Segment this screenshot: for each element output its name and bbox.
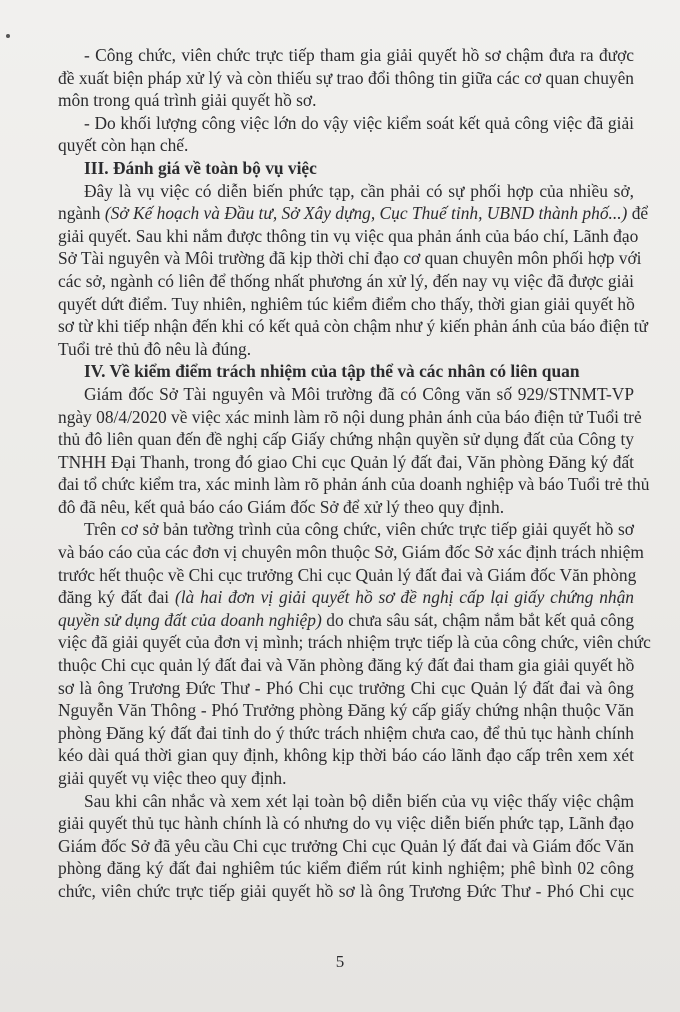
text-line: Trên cơ sở bản tường trình của công chức, viên chức trực tiếp giải quyết hồ sơ	[84, 519, 634, 540]
text-line: Sau khi cân nhắc và xem xét lại toàn bộ diễn biến của vụ việc thấy việc chậm	[84, 790, 634, 811]
text-line: ngày 08/4/2020 về việc xác minh làm rõ nội dung phản ánh của báo điện tử Tuổi trẻ	[58, 406, 642, 427]
text-line: môn trong quá trình giải quyết hồ sơ.	[58, 90, 317, 111]
italic-phrase: quyền sử dụng đất của doanh nghiệp)	[58, 609, 322, 630]
text-line: đăng ký đất đai (là hai đơn vị giải quyết hồ sơ đề nghị cấp lại giấy chứng nhận	[58, 587, 634, 608]
text-line: phòng đăng ký đất đai nghiêm túc kiểm điểm rút kinh nghiệm; phê bình 02 công	[58, 858, 634, 879]
text-line: quyết dứt điểm. Tuy nhiên, nghiêm túc kiểm điểm cho thấy, thời gian giải quyết hồ	[58, 293, 635, 314]
text-line: đô đã nêu, kết quả báo cáo Giám đốc Sở để xử lý theo quy định.	[58, 496, 505, 517]
text-line: Sở Tài nguyên và Môi trường đã kịp thời chỉ đạo cơ quan chuyên môn phối hợp với	[58, 248, 642, 269]
text-line: - Công chức, viên chức trực tiếp tham gia giải quyết hồ sơ chậm đưa ra được	[84, 45, 634, 65]
text-line: thủ đô liên quan đến đề nghị cấp Giấy chứng nhận quyền sử dụng đất của Công ty	[58, 429, 634, 450]
text-line: trước hết thuộc về Chi cục trưởng Chi cục Quản lý đất đai và Giám đốc Văn phòng	[58, 564, 637, 585]
text-line: quyết còn hạn chế.	[58, 135, 189, 156]
body-text	[58, 44, 651, 903]
text-line: Nguyễn Văn Thông - Phó Trưởng phòng Đăng ký cấp giấy chứng nhận thuộc Văn	[58, 700, 634, 721]
text-line: kéo dài quá thời gian quy định, không kịp thời báo cáo lãnh đạo cấp trên xem xét	[58, 745, 634, 766]
text-line: và báo cáo của các đơn vị chuyên môn thuộc Sở, Giám đốc Sở xác định trách nhiệm	[58, 542, 644, 563]
italic-phrase: (Sở Kế hoạch và Đầu tư, Sở Xây dựng, Cục Thuế tỉnh, UBND thành phố...)	[104, 203, 628, 224]
text-line: ngành (Sở Kế hoạch và Đầu tư, Sở Xây dựng, Cục Thuế tỉnh, UBND thành phố...) để	[58, 203, 649, 224]
text-line: giải quyết thủ tục hành chính là có nhưng do vụ việc diễn biến phức tạp, Lãnh đạo	[58, 813, 634, 834]
text-line: Đây là vụ việc có diễn biến phức tạp, cần phải có sự phối hợp của nhiều sở,	[84, 180, 634, 201]
text-line: phòng Đăng ký đất đai tỉnh do ý thức trách nhiệm chưa cao, để thủ tục hành chính	[58, 722, 634, 743]
text-line: các sở, ngành có liên để thống nhất phương án xử lý, đến nay vụ việc đã được giải	[58, 270, 634, 291]
section-heading: IV. Về kiểm điểm trách nhiệm của tập thể và các nhân có liên quan	[84, 361, 580, 382]
text-line: đai tổ chức kiểm tra, xác minh làm rõ phản ánh của doanh nghiệp và báo Tuổi trẻ thủ	[58, 474, 650, 495]
text-line: - Do khối lượng công việc lớn do vậy việc kiểm soát kết quả công việc đã giải	[84, 112, 634, 133]
text-line: sơ từ khi tiếp nhận đến khi có kết quả còn chậm như ý kiến phản ánh của báo điện tử	[58, 316, 648, 337]
text-line: Tuổi trẻ thủ đô nêu là đúng.	[58, 338, 252, 359]
text-line: sơ là ông Trương Đức Thư - Phó Chi cục trưởng Chi cục Quản lý đất đai và ông	[58, 677, 634, 698]
text-line: Giám đốc Sở Tài nguyên và Môi trường đã có Công văn số 929/STNMT-VP	[84, 383, 634, 404]
text-line: việc đã giải quyết của đơn vị mình; trách nhiệm trực tiếp là của công chức, viên chức	[58, 632, 651, 653]
text-line: thuộc Chi cục quản lý đất đai và Văn phòng đăng ký đất đai tham gia giải quyết hồ	[58, 655, 635, 676]
page-number: 5	[335, 952, 345, 971]
scan-dot	[6, 34, 10, 38]
text-line: chức, viên chức trực tiếp giải quyết hồ sơ là ông Trương Đức Thư - Phó Chi cục	[58, 880, 634, 901]
italic-phrase: (là hai đơn vị giải quyết hồ sơ đề nghị cấp lại giấy chứng nhận	[174, 587, 634, 608]
text-line: giải quyết. Sau khi nắm được thông tin vụ việc qua phản ánh của báo chí, Lãnh đạo	[58, 225, 639, 246]
text-line: đề xuất biện pháp xử lý và còn thiếu sự trao đổi thông tin giữa các cơ quan chuyên	[58, 67, 634, 88]
text-line: quyền sử dụng đất của doanh nghiệp) do chưa sâu sát, chậm nắm bắt kết quả công	[58, 609, 635, 630]
text-line: Giám đốc Sở đã yêu cầu Chi cục trưởng Chi cục Quản lý đất đai và Giám đốc Văn	[58, 835, 634, 856]
text-line: TNHH Đại Thanh, trong đó giao Chi cục Quản lý đất đai, Văn phòng Đăng ký đất	[58, 451, 634, 472]
section-heading: III. Đánh giá về toàn bộ vụ việc	[84, 157, 317, 178]
text-line: giải quyết vụ việc theo quy định.	[58, 768, 287, 788]
